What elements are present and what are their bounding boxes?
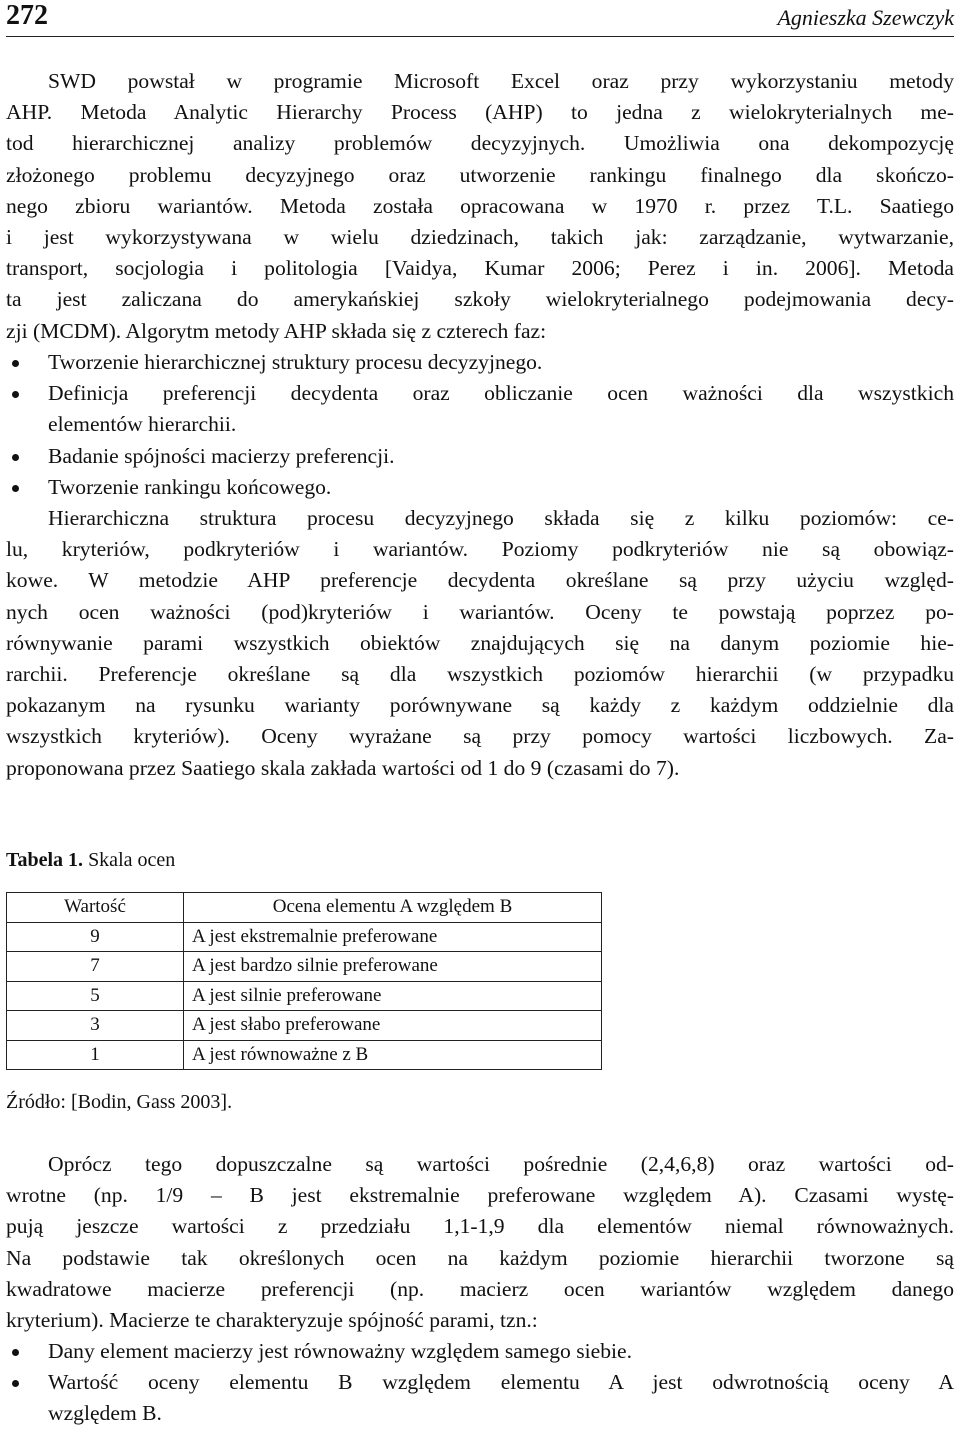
bullet-icon: [12, 360, 19, 367]
table-caption-label: Tabela 1.: [6, 849, 84, 871]
phases-list: [6, 347, 954, 503]
text-line: kryterium). Macierze te charakteryzuje spójność parami, tzn.:: [6, 1308, 538, 1333]
page-number: 272: [6, 0, 48, 31]
text-line: rarchii. Preferencje określane są dla wszystkich poziomów hierarchii (w przypadku: [6, 662, 954, 687]
text-line: kowe. W metodzie AHP preferencje decydenta określane są przy użyciu względ-: [6, 568, 954, 593]
bullet-icon: [12, 485, 19, 492]
text-line: wrotne (np. 1/9 – B jest ekstremalnie preferowane względem A). Czasami wystę-: [6, 1183, 954, 1208]
rating-scale-table: [6, 892, 602, 1070]
column-header-rating: Ocena elementu A względem B: [184, 893, 602, 923]
text-line: złożonego problemu decyzyjnego oraz utworzenie rankingu finalnego dla skończo-: [6, 162, 954, 187]
cell-rating: A jest równoważne z B: [184, 1040, 602, 1070]
text-line: nych ocen ważności (pod)kryteriów i wariantów. Oceny te powstają poprzez po-: [6, 599, 954, 624]
text-line: SWD powstał w programie Microsoft Excel oraz przy wykorzystaniu metody: [48, 69, 954, 93]
table-row: [7, 981, 602, 1011]
bullet-icon: [12, 454, 19, 461]
table-row: [7, 1011, 602, 1041]
list-item: Definicja preferencji decydenta oraz obliczanie ocen ważności dla wszystkich elementów hierarchii.: [6, 378, 954, 440]
text-line: lu, kryteriów, podkryteriów i wariantów. Poziomy podkryteriów nie są obowiąz-: [6, 537, 954, 562]
text-line: transport, socjologia i politologia [Vaidya, Kumar 2006; Perez i in. 2006]. Metoda: [6, 256, 954, 281]
table-row: [7, 952, 602, 982]
text-line: AHP. Metoda Analytic Hierarchy Process (AHP) to jedna z wielokryterialnych me-: [6, 100, 954, 125]
cell-value: 9: [7, 922, 184, 952]
table-header-row: [7, 893, 602, 923]
text-line: Hierarchiczna struktura procesu decyzyjnego składa się z kilku poziomów: ce-: [48, 506, 954, 530]
text-line: i jest wykorzystywana w wielu dziedzinach, takich jak: zarządzanie, wytwarzanie,: [6, 225, 954, 250]
text-line: równywanie parami wszystkich obiektów znajdujących się na danym poziomie hie-: [6, 630, 954, 655]
list-item: Wartość oceny elementu B względem elementu A jest odwrotnością oceny A względem B.: [6, 1367, 954, 1429]
table-caption-title: Skala ocen: [83, 849, 176, 871]
list-item: Badanie spójności macierzy preferencji.: [6, 441, 954, 472]
cell-rating: A jest silnie preferowane: [184, 981, 602, 1011]
text-line: Oprócz tego dopuszczalne są wartości pośrednie (2,4,6,8) oraz wartości od-: [48, 1152, 954, 1176]
cell-value: 3: [7, 1011, 184, 1041]
text-line: pokazanym na rysunku warianty porównywane są każdy z każdym oddzielnie dla: [6, 693, 954, 718]
text-line: zji (MCDM). Algorytm metody AHP składa się z czterech faz:: [6, 318, 547, 343]
list-item: Dany element macierzy jest równoważny względem samego siebie.: [6, 1336, 954, 1367]
text-line: pują jeszcze wartości z przedziału 1,1-1,9 dla elementów niemal równoważnych.: [6, 1214, 954, 1239]
bullet-icon: [12, 1380, 19, 1387]
text-line: ta jest zaliczana do amerykańskiej szkoły wielokryterialnego podejmowania decy-: [6, 287, 954, 312]
paragraph-2: [6, 503, 954, 784]
cell-rating: A jest słabo preferowane: [184, 1011, 602, 1041]
bullet-icon: [12, 1349, 19, 1356]
table-row: [7, 1040, 602, 1070]
cell-rating: A jest bardzo silnie preferowane: [184, 952, 602, 982]
text-line: nego zbioru wariantów. Metoda została opracowana w 1970 r. przez T.L. Saatiego: [6, 193, 954, 218]
list-item: Tworzenie rankingu końcowego.: [6, 472, 954, 503]
table-row: [7, 922, 602, 952]
table-source: Źródło: [Bodin, Gass 2003].: [6, 1091, 233, 1113]
cell-value: 7: [7, 952, 184, 982]
column-header-value: Wartość: [7, 893, 184, 923]
consistency-list: [6, 1336, 954, 1430]
cell-rating: A jest ekstremalnie preferowane: [184, 922, 602, 952]
text-line: Na podstawie tak określonych ocen na każdym poziomie hierarchii tworzone są: [6, 1245, 954, 1270]
text-line: kwadratowe macierze preferencji (np. macierz ocen wariantów względem danego: [6, 1276, 954, 1301]
running-header: [6, 0, 954, 37]
bullet-icon: [12, 391, 19, 398]
text-line: tod hierarchicznej analizy problemów decyzyjnych. Umożliwia ona dekompozycję: [6, 131, 954, 156]
table-caption: [6, 846, 175, 874]
cell-value: 5: [7, 981, 184, 1011]
paragraph-3: [6, 1149, 954, 1336]
text-line: wszystkich kryteriów). Oceny wyrażane są przy pomocy wartości liczbowych. Za-: [6, 724, 954, 749]
text-line: proponowana przez Saatiego skala zakłada wartości od 1 do 9 (czasami do 7).: [6, 755, 680, 780]
running-author: Agnieszka Szewczyk: [777, 5, 954, 30]
cell-value: 1: [7, 1040, 184, 1070]
list-item: Tworzenie hierarchicznej struktury procesu decyzyjnego.: [6, 347, 954, 378]
paragraph-1: [6, 66, 954, 347]
